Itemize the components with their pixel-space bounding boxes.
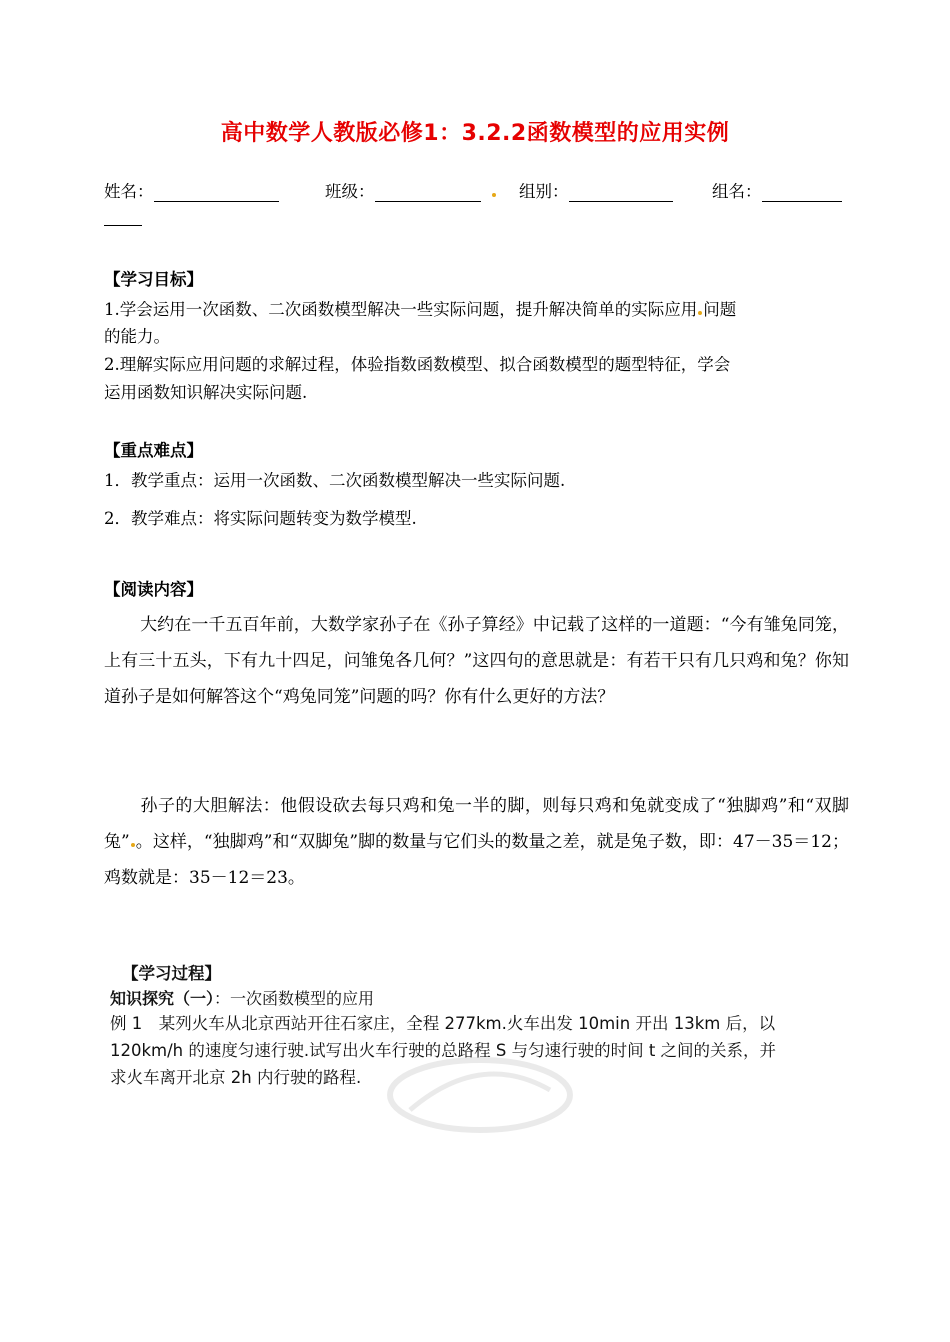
objectives-heading: 【学习目标】	[104, 270, 203, 289]
group-name-label: 组名：	[712, 182, 762, 201]
class-label: 班级：	[325, 182, 375, 201]
example-line: 求火车离开北京 2h 内行驶的路程.	[110, 1068, 362, 1087]
objective-line: 运用函数知识解决实际问题.	[104, 383, 308, 402]
section-title: 知识探究（一）：一次函数模型的应用	[110, 989, 375, 1008]
class-blank[interactable]	[375, 183, 481, 202]
keypoint-item: 2．教学难点：将实际问题转变为数学模型.	[104, 509, 417, 528]
example-line: 例 1 某列火车从北京西站开往石家庄，全程 277km.火车出发 10min 开出 13km 后，以	[110, 1014, 776, 1033]
watermark-icon	[380, 1050, 580, 1140]
group-name-blank[interactable]	[762, 183, 842, 202]
process-heading: 【学习过程】	[122, 964, 221, 983]
keypoints-heading: 【重点难点】	[104, 441, 203, 460]
example-line: 120km/h 的速度匀速行驶.试写出火车行驶的总路程 S 与匀速行驶的时间 t 之间的关系，并	[110, 1041, 777, 1060]
group-label: 组别：	[519, 182, 569, 201]
name-label: 姓名：	[104, 182, 154, 201]
page-title: 高中数学人教版必修1：3.2.2函数模型的应用实例	[220, 121, 730, 146]
keypoint-item: 1．教学重点：运用一次函数、二次函数模型解决一些实际问题.	[104, 471, 566, 490]
group-blank[interactable]	[569, 183, 673, 202]
reading-heading: 【阅读内容】	[104, 580, 203, 599]
name-blank[interactable]	[154, 183, 279, 202]
objective-line: 2.理解实际应用问题的求解过程，体验指数函数模型、拟合函数模型的题型特征，学会	[104, 355, 731, 374]
group-name-blank-continued	[104, 225, 142, 226]
mark-dot	[131, 843, 135, 847]
mark-dot	[698, 311, 702, 315]
group-name-field	[712, 178, 842, 202]
name-field	[104, 178, 279, 202]
group-field	[519, 178, 673, 202]
reading-paragraph: 大约在一千五百年前，大数学家孙子在《孙子算经》中记载了这样的一道题：“今有雏兔同笼，上有三十五头，下有九十四足，问雏兔各几何？”这四句的意思就是：有若干只有几只鸡和兔？你知道孙子是如何解答这个“鸡兔同笼”问题的吗？你有什么更好的方法？	[104, 615, 849, 707]
class-field	[325, 178, 497, 202]
reading-paragraph: 孙子的大胆解法：他假设砍去每只鸡和兔一半的脚，则每只鸡和兔就变成了“独脚鸡”和“双脚兔” 。这样，“独脚鸡”和“双脚兔”脚的数量与它们头的数量之差，就是兔子数，即：47－35＝12；鸡数就是：35－12＝23。	[104, 796, 849, 888]
objective-line: 的能力。	[104, 327, 170, 346]
objective-line: 1.学会运用一次函数、二次函数模型解决一些实际问题，提升解决简单的实际应用 问题	[104, 300, 737, 319]
mark-dot	[492, 193, 496, 197]
